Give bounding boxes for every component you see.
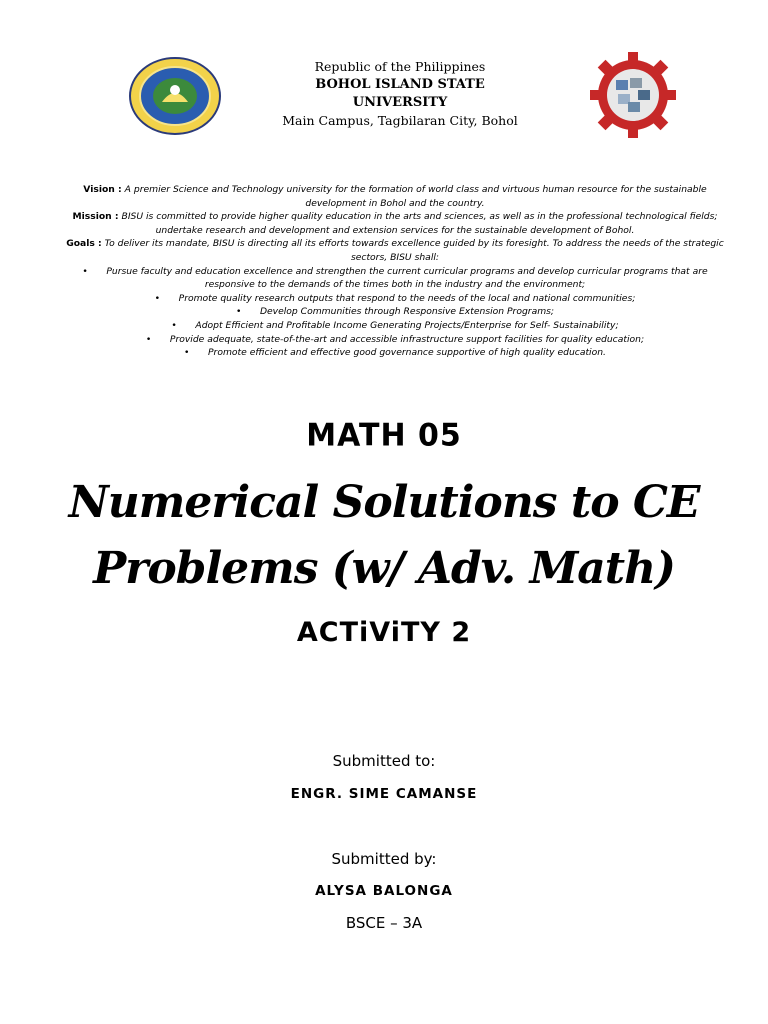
- submitted-by-label: Submitted by:: [331, 850, 437, 868]
- campus-line: Main Campus, Tagbilaran City, Bohol: [282, 113, 518, 128]
- mission-text: BISU is committed to provide higher quality education in the arts and sciences, as well as in the professional technological fields; undertake research and development and extension services for the sustainable development of Bohol.: [118, 211, 718, 236]
- goal-bullet: • Develop Communities through Responsive Extension Programs;: [60, 305, 730, 319]
- instructor-name: ENGR. SIME CAMANSE: [290, 786, 478, 802]
- student-name: ALYSA BALONGA: [315, 883, 453, 899]
- goal-bullet: • Adopt Efficient and Profitable Income Generating Projects/Enterprise for Self- Sustainability;: [60, 319, 730, 333]
- goals-text: To deliver its mandate, BISU is directing all its efforts towards excellence guided by its foresight. To address the needs of the strategic sectors, BISU shall:: [101, 238, 724, 263]
- subject-title-line2: Problems (w/ Adv. Math): [93, 543, 675, 594]
- course-code: MATH 05: [306, 417, 462, 454]
- subject-title: [0, 470, 768, 602]
- subject-title-line1: Numerical Solutions to CE: [68, 477, 700, 528]
- goal-bullet: • Pursue faculty and education excellence and strengthen the current curricular programs and develop curricular programs that are responsive to the demands of the times both in the industry and the environment;: [60, 265, 730, 292]
- university-name-line1: BOHOL ISLAND STATE: [315, 77, 485, 92]
- bisu-seal-logo: [128, 56, 222, 136]
- goals-paragraph: [60, 237, 730, 264]
- goal-bullet: • Promote quality research outputs that respond to the needs of the local and national communities;: [60, 292, 730, 306]
- mission-label: Mission :: [72, 211, 119, 223]
- letterhead: [0, 0, 768, 170]
- university-name-line2: UNIVERSITY: [352, 95, 448, 110]
- republic-line: Republic of the Philippines: [314, 59, 486, 74]
- engineering-gear-logo: [590, 52, 676, 138]
- section-label: BSCE – 3A: [345, 914, 423, 932]
- mission-paragraph: [60, 210, 730, 237]
- vision-text: A premier Science and Technology university for the formation of world class and virtuous human resource for the sustainable development in Bohol and the country.: [121, 184, 707, 209]
- vision-mission-goals: [60, 183, 730, 360]
- university-heading: [230, 58, 570, 130]
- goal-bullet: • Provide adequate, state-of-the-art and accessible infrastructure support facilities for quality education;: [60, 333, 730, 347]
- vision-paragraph: [60, 183, 730, 210]
- submitted-to-label: Submitted to:: [332, 752, 436, 770]
- goals-label: Goals :: [66, 238, 102, 250]
- vision-label: Vision :: [83, 184, 122, 195]
- goal-bullet: • Promote efficient and effective good governance supportive of high quality education.: [60, 346, 730, 360]
- activity-title: ACTiViTY 2: [296, 617, 472, 648]
